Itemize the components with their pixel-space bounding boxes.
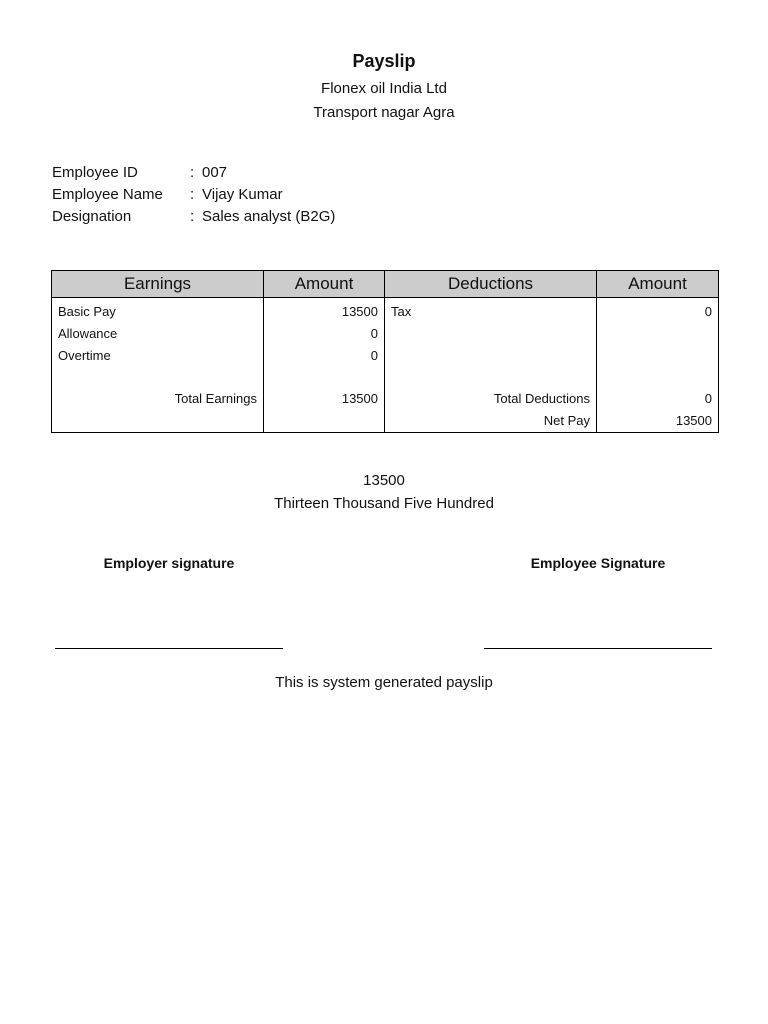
total-earnings-label: Total Earnings: [52, 387, 264, 409]
deduction-label: [385, 344, 597, 366]
deduction-amount: 0: [597, 298, 719, 323]
designation-label: Designation: [52, 208, 132, 225]
table-row: [52, 298, 719, 323]
table-header-row: [52, 271, 719, 298]
net-pay-value: 13500: [597, 409, 719, 433]
employee-signature-label: Employee Signature: [530, 555, 666, 571]
company-address: Transport nagar Agra: [313, 104, 455, 121]
designation-value: Sales analyst (B2G): [202, 208, 336, 225]
footer-note: This is system generated payslip: [275, 674, 493, 691]
earning-label: Allowance: [52, 322, 264, 344]
table-spacer-row: [52, 366, 719, 387]
deduction-amount: [597, 322, 719, 344]
employee-name-value: Vijay Kumar: [202, 186, 283, 203]
net-amount-number: 13500: [363, 472, 405, 489]
payslip-table: [51, 270, 719, 433]
earning-amount: 0: [264, 344, 385, 366]
earning-label: Overtime: [52, 344, 264, 366]
total-deductions-label: Total Deductions: [385, 387, 597, 409]
separator: :: [190, 208, 195, 225]
earning-amount: 13500: [264, 298, 385, 323]
payslip-title: Payslip: [352, 51, 416, 71]
table-row: [52, 322, 719, 344]
deduction-label: [385, 322, 597, 344]
earning-label: Basic Pay: [52, 298, 264, 323]
total-earnings-value: 13500: [264, 387, 385, 409]
employer-signature-label: Employer signature: [103, 555, 235, 571]
employee-id-label: Employee ID: [52, 164, 138, 181]
employee-signature-line: [484, 648, 712, 649]
separator: :: [190, 186, 195, 203]
deduction-amount: [597, 344, 719, 366]
earnings-header: Earnings: [52, 271, 264, 298]
separator: :: [190, 164, 195, 181]
table-row: [52, 344, 719, 366]
totals-row: [52, 387, 719, 409]
deduction-label: Tax: [385, 298, 597, 323]
earning-amount: 0: [264, 322, 385, 344]
company-name: Flonex oil India Ltd: [321, 80, 447, 97]
employer-signature-line: [55, 648, 283, 649]
total-deductions-value: 0: [597, 387, 719, 409]
employee-name-label: Employee Name: [52, 186, 163, 203]
net-amount-words: Thirteen Thousand Five Hundred: [274, 495, 494, 512]
net-pay-label: Net Pay: [385, 409, 597, 433]
deductions-header: Deductions: [385, 271, 597, 298]
net-pay-row: [52, 409, 719, 433]
employee-id-value: 007: [202, 164, 228, 181]
earnings-amount-header: Amount: [264, 271, 385, 298]
deductions-amount-header: Amount: [597, 271, 719, 298]
